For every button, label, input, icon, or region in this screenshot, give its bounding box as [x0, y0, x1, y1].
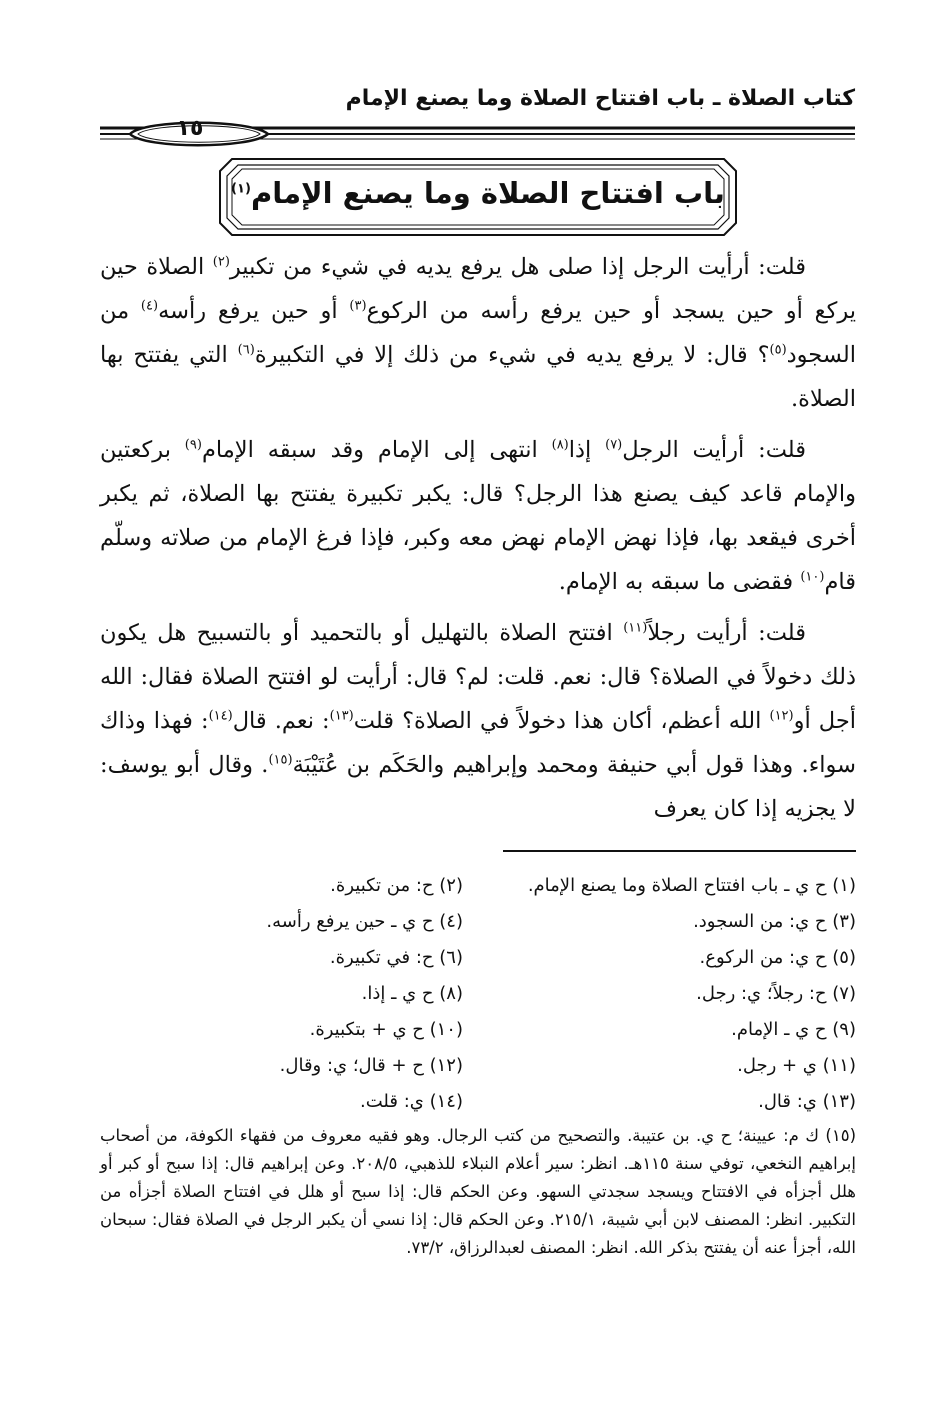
footnote-separator: [503, 850, 856, 852]
footnote-item: (١٠) ح ي + بتكبيرة.: [309, 1019, 463, 1040]
footnote-item: (١) ح ي ـ باب افتتاح الصلاة وما يصنع الإمام.: [527, 875, 856, 896]
footnote-ref: (٤): [140, 298, 159, 314]
paragraph: [100, 428, 856, 604]
footnote-item: (٦) ح: في تكبيرة.: [329, 947, 463, 968]
footnote-item: (٨) ح ي ـ إذا.: [361, 983, 463, 1004]
footnote-ref: (٧): [605, 437, 623, 453]
footnote-item: (٤) ح ي ـ حين يرفع رأسه.: [266, 911, 463, 932]
footnote-ref: (٣): [349, 298, 367, 314]
paragraph: [100, 611, 856, 831]
footnote-ref: (٩): [184, 437, 202, 453]
footnote-ref: (١٤): [208, 708, 233, 724]
text-run: انتهى إلى الإمام وقد سبقه الإمام: [201, 437, 552, 463]
running-header-title: كتاب الصلاة ـ باب افتتاح الصلاة وما يصنع الإمام: [345, 86, 855, 111]
chapter-title-note-ref: (١): [231, 181, 251, 197]
footnote-item: (٩) ح ي ـ الإمام.: [731, 1019, 856, 1040]
text-run: قلت: أرأيت الرجل: [622, 437, 806, 463]
text-run: التي يفتتح بها الصلاة.: [100, 342, 856, 412]
text-run: إذا: [568, 437, 606, 463]
text-run: الله أعظم، أكان هذا دخولاً في الصلاة؟ قلت: [353, 708, 770, 734]
footnotes: [100, 868, 856, 1262]
footnote-ref: (٥): [769, 342, 787, 358]
text-run: : فهذا وذاك سواء. وهذا قول أبي حنيفة ومحمد وإبراهيم والحَكَم بن عُتَيْبَة: [100, 708, 856, 778]
paragraph: [100, 245, 856, 421]
footnote-ref: (١٢): [769, 708, 794, 724]
chapter-title-text: باب افتتاح الصلاة وما يصنع الإمام: [250, 176, 725, 210]
footnote-ref: (١٥): [268, 752, 293, 768]
text-run: بركعتين والإمام قاعد كيف يصنع هذا الرجل؟ قال: يكبر تكبيرة يفتتح بها الصلاة، ثم يكبر أخرى فيقعد بها، فإذا نهض الإمام نهض معه وكبر، فإذا فرغ الإمام من صلاته وسلّم قام: [100, 437, 856, 595]
footnote-item: (٢) ح: من تكبيرة.: [330, 875, 463, 896]
text-run: ؟ قال: لا يرفع يديه في شيء من ذلك إلا في التكبيرة: [254, 342, 770, 368]
text-run: قلت: أرأيت رجلاً: [647, 620, 807, 646]
footnote-grid: [100, 868, 856, 1120]
footnote-item: (١٢) ح + قال؛ ي: وقال.: [279, 1055, 463, 1076]
text-run: : نعم. قال: [232, 708, 330, 734]
footnote-15: (١٥) ك م: عيينة؛ ح ي. بن عتيبة. والتصحيح من كتب الرجال. وهو فقيه معروف من فقهاء الكوفة، من أصحاب إبراهيم النخعي، توفي سنة ١١٥هـ. انظر: سير أعلام النبلاء للذهبي، ٢٠٨/٥. وعن إبراهيم قال: إذا سبح أو كبر أو هلل أجزأه في الافتتاح ويسجد سجدتي السهو. وعن الحكم قال: إذا سبح أو هلل في افتتاح الصلاة أجزأه من التكبير. انظر: المصنف لابن أبي شيبة، ٢١٥/١. وعن الحكم قال: إذا نسي أن يكبر الرجل في الصلاة فقال: سبحان الله، أجزأ عنه أن يفتتح بذكر الله. انظر: المصنف لعبدالرزاق، ٧٣/٢.: [100, 1126, 856, 1257]
text-run: من السجود: [100, 298, 857, 368]
footnote-ref: (٦): [237, 342, 255, 358]
footnote-ref: (١١): [623, 620, 648, 636]
text-run: الصلاة حين يركع أو حين يسجد أو حين يرفع رأسه من الركوع: [100, 254, 856, 324]
page-number: ١٥: [176, 116, 204, 141]
footnote-item: (٥) ح ي: من الركوع.: [699, 947, 856, 968]
footnote-item: (٣) ح ي: من السجود.: [693, 911, 856, 932]
text-run: فقضى ما سبقه به الإمام.: [558, 569, 801, 595]
text-run: . وقال أبو يوسف: لا يجزيه إذا كان يعرف: [100, 752, 856, 822]
footnote-item: (١١) ي + رجل.: [737, 1055, 856, 1076]
footnote-ref: (٨): [551, 437, 569, 453]
main-text: [100, 245, 856, 838]
footnote-ref: (٢): [212, 254, 230, 270]
text-run: أو حين يرفع رأسه: [158, 298, 350, 324]
footnote-ref: (١٠): [800, 569, 825, 585]
footnote-ref: (١٣): [329, 708, 354, 724]
text-run: افتتح الصلاة بالتهليل أو بالتحميد أو بالتسبيح هل يكون ذلك دخولاً في الصلاة؟ قال: نعم. قلت: لم؟ قال: أرأيت لو افتتح الصلاة فقال: الله أجل أو: [100, 620, 856, 734]
footnote-item: (٧) ح: رجلاً؛ ي: رجل.: [696, 983, 856, 1004]
chapter-title: [218, 157, 738, 237]
footnote-item: (١٣) ي: قال.: [758, 1091, 856, 1112]
footnote-item: (١٤) ي: قلت.: [360, 1091, 463, 1112]
text-run: قلت: أرأيت الرجل إذا صلى هل يرفع يديه في شيء من تكبير: [229, 254, 807, 280]
